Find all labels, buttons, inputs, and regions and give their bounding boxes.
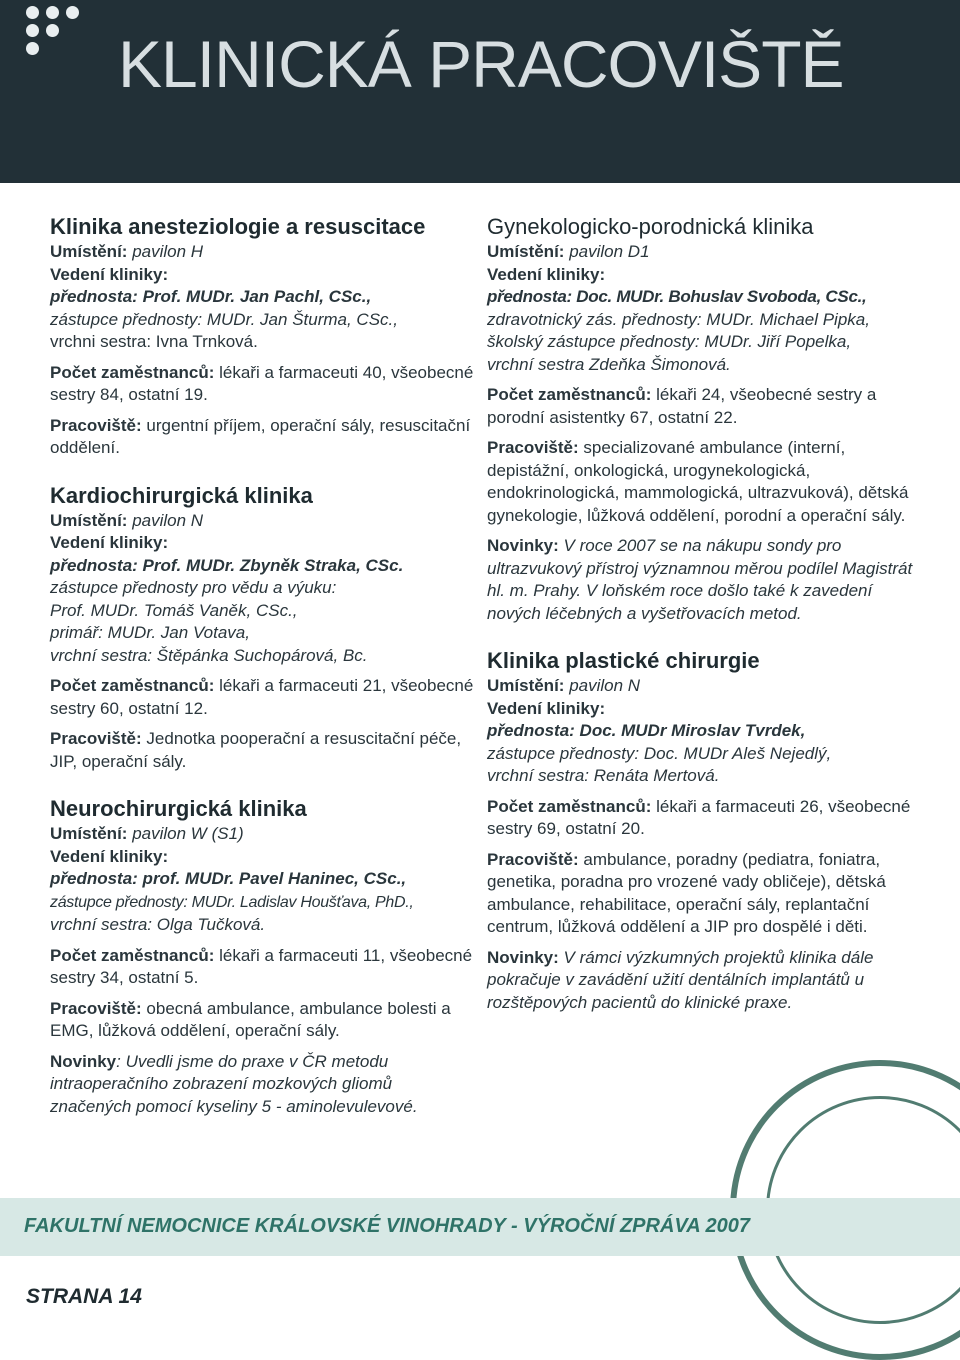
news: Novinky: Uvedli jsme do praxe v ČR metodu intraoperačního zobrazení mozkových gliomů značených pomocí kyseliny 5 - aminolevulevové. bbox=[50, 1051, 418, 1116]
dots-logo-icon bbox=[26, 6, 86, 56]
nurse-line: vrchni sestra: Ivna Trnková. bbox=[50, 332, 258, 351]
leadership-label: Vedení kliniky: bbox=[487, 264, 606, 284]
workplaces: Pracoviště: specializované ambulance (interní, depistážní, onkologická, urogynekologická, endokrinologická, mammologická, ultrazvuková), dětská gynekologie, lůžková oddělení, porodní a operační sály. bbox=[487, 438, 909, 525]
news: Novinky: V rámci výzkumných projektů klinika dále pokračuje v zavádění užití dentálních implantátů u rozštěpových pacientů do klinické praxe. bbox=[487, 947, 874, 1012]
primar-line: primář: MUDr. Jan Votava, bbox=[50, 623, 250, 642]
staff-count: Počet zaměstnanců: lékaři a farmaceuti 40, všeobecné sestry 84, ostatní 19. bbox=[50, 362, 474, 404]
deputy-line: zástupce přednosty: Doc. MUDr Aleš Nejedlý, bbox=[487, 743, 832, 763]
head-line: přednosta: prof. MUDr. Pavel Haninec, CSc., bbox=[50, 869, 407, 888]
leadership-label: Vedení kliniky: bbox=[487, 698, 606, 718]
staff-count: Počet zaměstnanců: lékaři a farmaceuti 21, všeobecné sestry 60, ostatní 12. bbox=[50, 676, 474, 718]
section-kardiochirurgie bbox=[50, 482, 475, 774]
section-title: Kardiochirurgická klinika bbox=[50, 482, 313, 508]
staff-count: Počet zaměstnanců: lékaři a farmaceuti 26, všeobecné sestry 69, ostatní 20. bbox=[487, 796, 911, 838]
location: Umístění: pavilon W (S1) bbox=[50, 824, 244, 843]
right-column bbox=[487, 213, 927, 1036]
section-neurochirurgie bbox=[50, 795, 475, 1118]
deputy-line: zástupce přednosty: MUDr. Jan Šturma, CSc., bbox=[50, 309, 398, 329]
leadership-label: Vedení kliniky: bbox=[50, 264, 169, 284]
location: Umístění: pavilon D1 bbox=[487, 242, 650, 261]
workplaces: Pracoviště: ambulance, poradny (pediatra, foniatra, genetika, poradna pro vrozené vady obličeje), dětská ambulance, rehabilitace, operační sály, replantační centrum, lůžková oddělení a JIP pro dospělé i děti. bbox=[487, 849, 886, 936]
leadership-label: Vedení kliniky: bbox=[50, 846, 169, 866]
deputy-line: zdravotnický zás. přednosty: MUDr. Michael Pipka, bbox=[487, 309, 870, 329]
section-title: Klinika plastické chirurgie bbox=[487, 648, 760, 673]
nurse-line: vrchní sestra Zdeňka Šimonová. bbox=[487, 354, 731, 374]
nurse-line: vrchní sestra: Olga Tučková. bbox=[50, 915, 266, 934]
page-number: STRANA 14 bbox=[26, 1285, 142, 1308]
section-title: Gynekologicko-porodnická klinika bbox=[487, 214, 814, 239]
workplaces: Pracoviště: urgentní příjem, operační sály, resuscitační oddělení. bbox=[50, 415, 471, 457]
section-title: Neurochirurgická klinika bbox=[50, 796, 307, 821]
section-plasticka-chirurgie bbox=[487, 647, 927, 1014]
nurse-line: vrchní sestra: Štěpánka Suchopárová, Bc. bbox=[50, 645, 368, 665]
leadership-label: Vedení kliniky: bbox=[50, 533, 169, 552]
head-line: přednosta: Doc. MUDr. Bohuslav Svoboda, CSc., bbox=[487, 287, 867, 306]
location: Umístění: pavilon N bbox=[487, 676, 641, 695]
workplaces: Pracoviště: Jednotka pooperační a resuscitační péče, JIP, operační sály. bbox=[50, 729, 462, 771]
staff-count: Počet zaměstnanců: lékaři 24, všeobecné sestry a porodní asistentky 67, ostatní 22. bbox=[487, 385, 877, 427]
deputy-line: zástupce přednosty pro vědu a výuku: bbox=[50, 578, 337, 597]
staff-count: Počet zaměstnanců: lékaři a farmaceuti 11, všeobecné sestry 34, ostatní 5. bbox=[50, 945, 473, 987]
footer-title: FAKULTNÍ NEMOCNICE KRÁLOVSKÉ VINOHRADY - VÝROČNÍ ZPRÁVA 2007 bbox=[24, 1215, 751, 1237]
nurse-line: vrchní sestra: Renáta Mertová. bbox=[487, 766, 720, 785]
page-header bbox=[0, 0, 960, 183]
section-title: Klinika anesteziologie a resuscitace bbox=[50, 214, 426, 239]
section-gynekologie bbox=[487, 213, 927, 625]
head-line: přednosta: Doc. MUDr Miroslav Tvrdek, bbox=[487, 721, 806, 740]
location: Umístění: pavilon N bbox=[50, 510, 204, 530]
page-title: KLINICKÁ PRACOVIŠTĚ bbox=[118, 27, 844, 101]
left-column bbox=[50, 213, 475, 1140]
deputy-name: Prof. MUDr. Tomáš Vaněk, CSc., bbox=[50, 600, 298, 620]
deputy-line: zástupce přednosty: MUDr. Ladislav Houšťava, PhD., bbox=[50, 893, 414, 911]
news: Novinky: V roce 2007 se na nákupu sondy pro ultrazvukový přístroj významnou měrou podílel Magistrát hl. m. Prahy. V loňském roce došlo také k zavedení nových léčebných a vyšetřovacích metod. bbox=[487, 536, 913, 623]
location: Umístění: pavilon H bbox=[50, 242, 204, 261]
head-line: přednosta: Prof. MUDr. Zbyněk Straka, CSc. bbox=[50, 555, 404, 575]
head-line: přednosta: Prof. MUDr. Jan Pachl, CSc., bbox=[50, 287, 372, 306]
deputy-line-2: školský zástupce přednosty: MUDr. Jiří Popelka, bbox=[487, 332, 852, 351]
workplaces: Pracoviště: obecná ambulance, ambulance bolesti a EMG, lůžková oddělení, operační sály. bbox=[50, 998, 451, 1040]
section-anesteziologie bbox=[50, 213, 475, 460]
